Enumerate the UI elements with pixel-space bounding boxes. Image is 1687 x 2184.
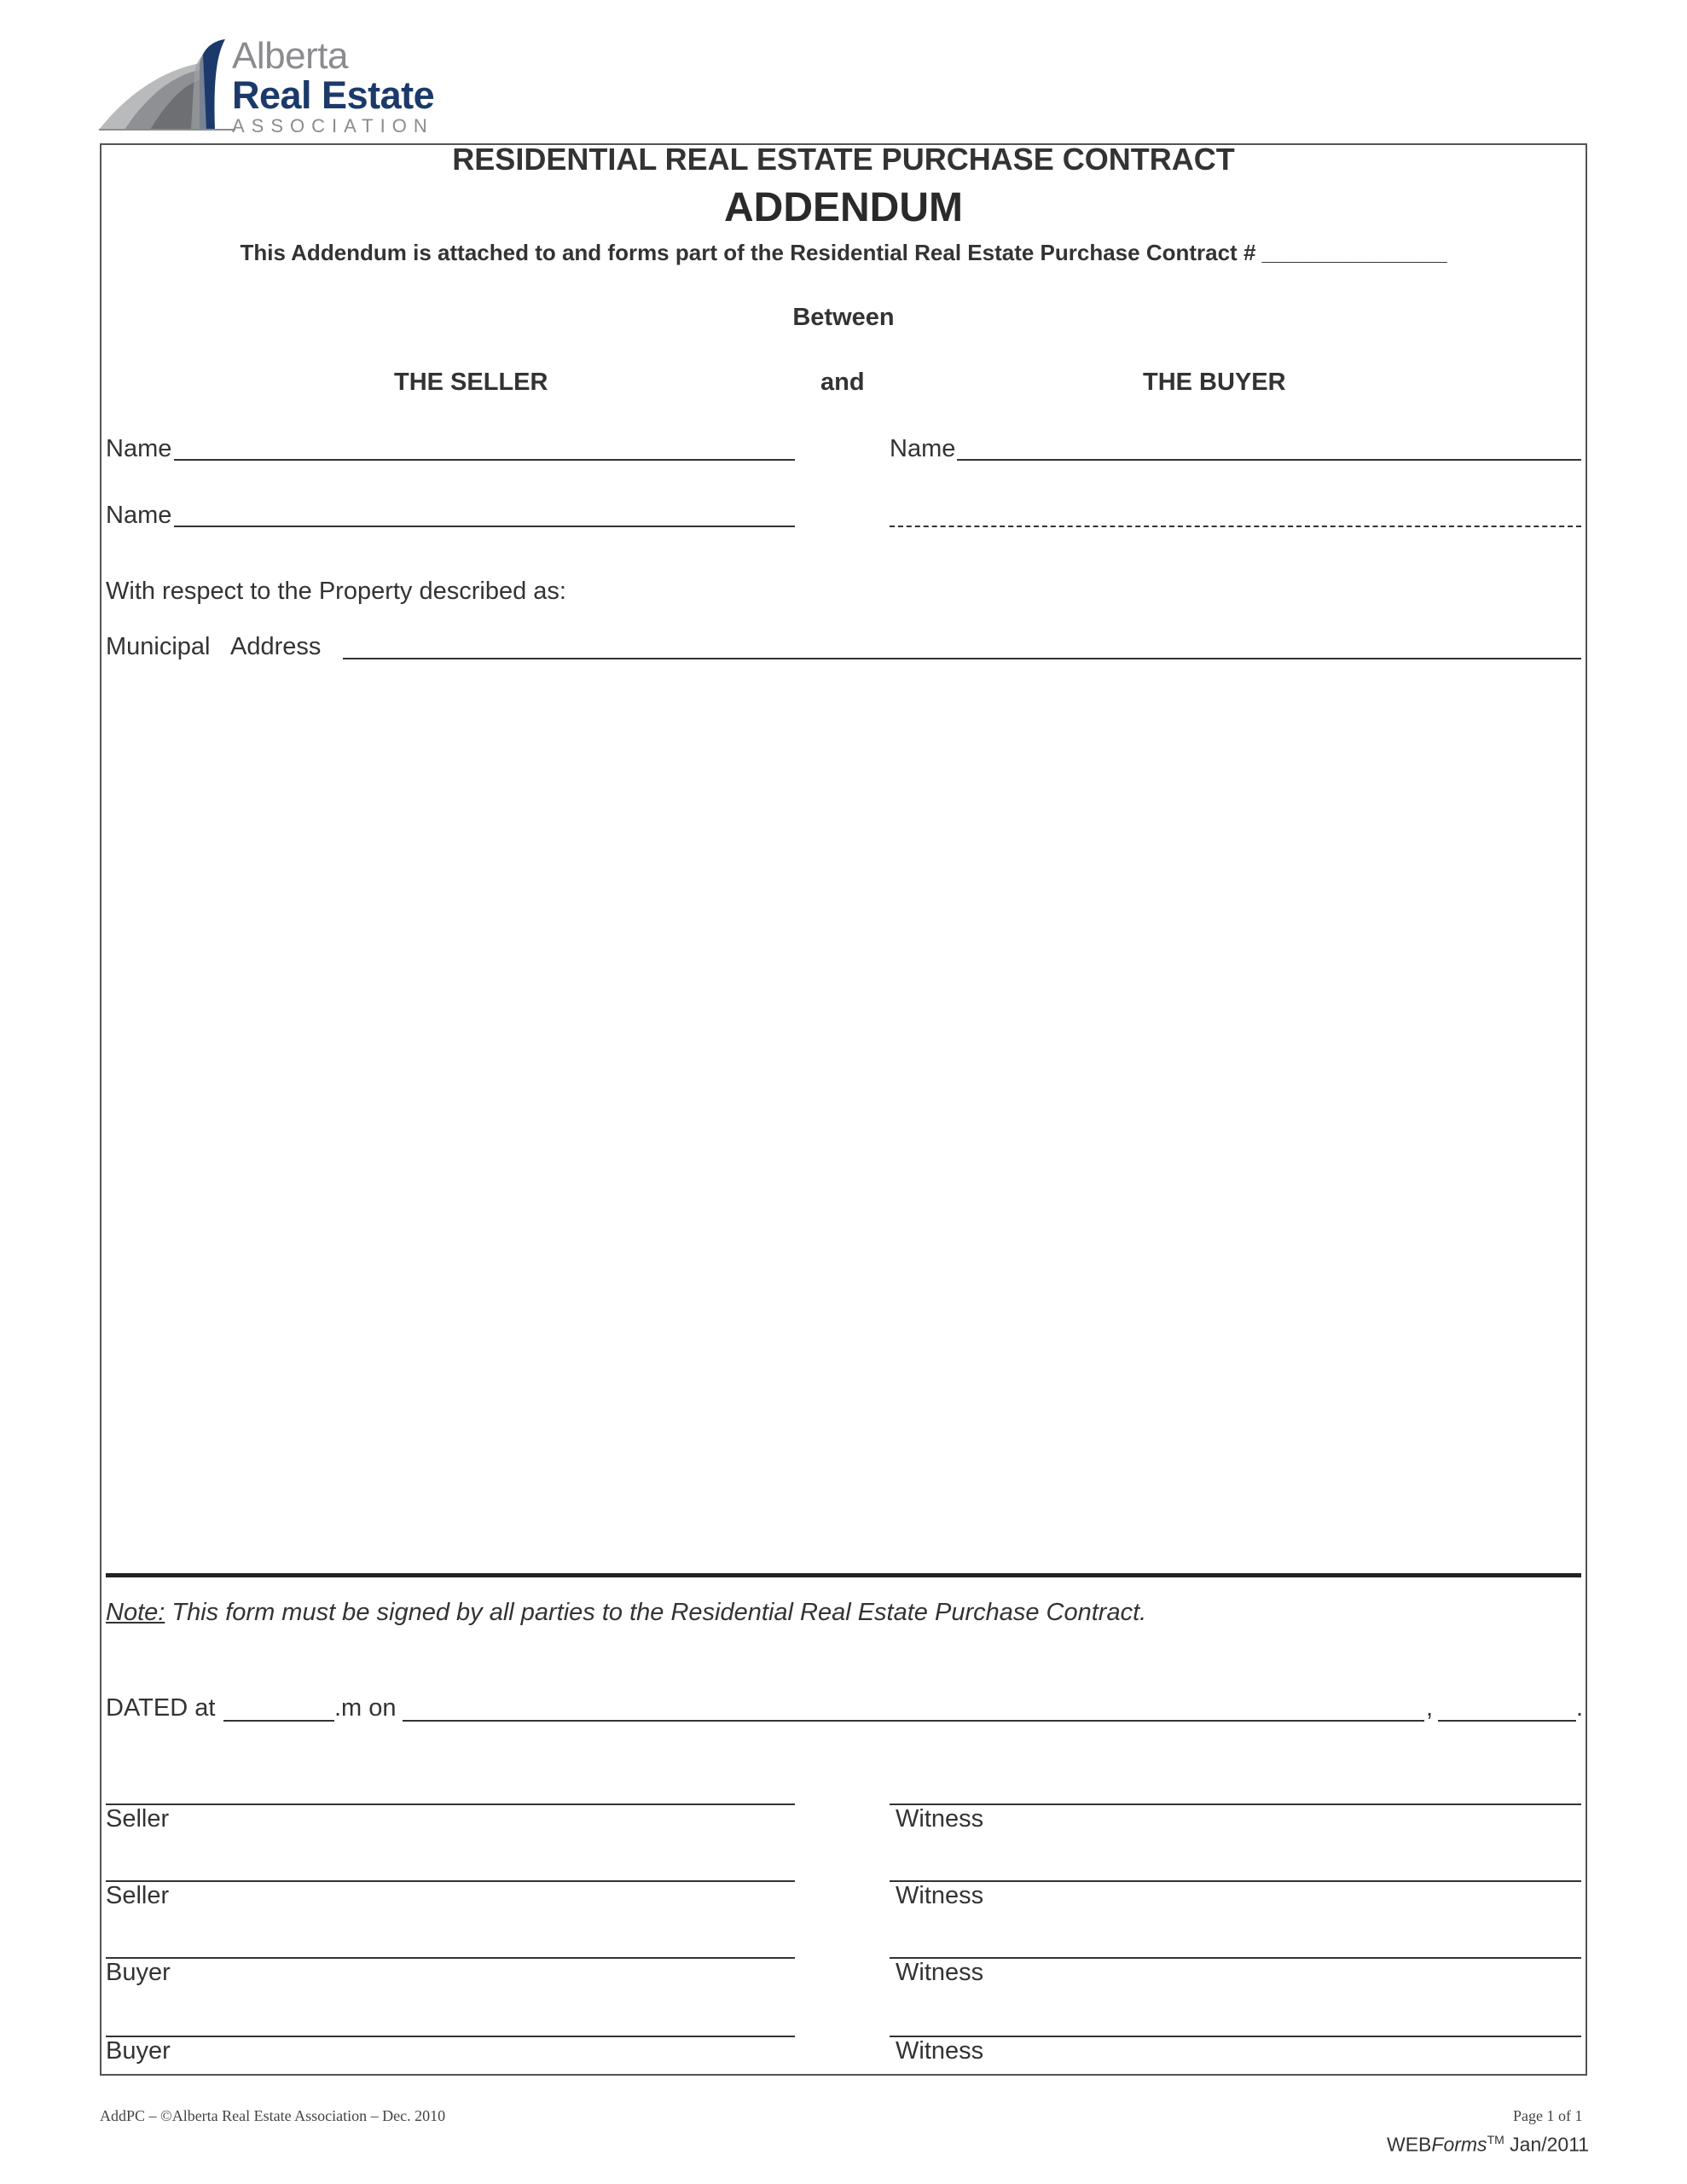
note-text: This form must be signed by all parties to the Residential Real Estate Purchase Contract. [165, 1599, 1147, 1626]
logo-line-real-estate: Real Estate [232, 73, 435, 117]
witness-signature-label-2: Witness [896, 1882, 984, 1909]
seller-name-label-2: Name [106, 502, 172, 529]
witness-signature-line-3[interactable] [890, 1957, 1581, 1959]
buyer-name-field-1[interactable] [957, 459, 1581, 461]
municipal-address-field[interactable] [343, 658, 1581, 659]
witness-signature-line-2[interactable] [890, 1880, 1581, 1882]
section-divider [106, 1573, 1581, 1577]
witness-signature-label-4: Witness [896, 2037, 984, 2065]
logo-text [232, 35, 435, 136]
seller-name-label-1: Name [106, 435, 172, 462]
dated-period: . [1576, 1694, 1584, 1722]
property-intro: With respect to the Property described as: [106, 578, 566, 605]
dated-time-field[interactable] [223, 1720, 334, 1722]
witness-signature-label-1: Witness [896, 1805, 984, 1833]
seller-name-field-2[interactable] [174, 526, 795, 527]
company-logo [99, 35, 440, 136]
footer-web-forms: Forms [1431, 2133, 1487, 2156]
logo-swoosh-icon [99, 38, 235, 133]
form-subtitle: ADDENDUM [724, 185, 963, 230]
seller-signature-label-1: Seller [106, 1805, 170, 1833]
buyer-signature-line-1[interactable] [106, 1957, 795, 1959]
note-label: Note: [106, 1599, 165, 1626]
buyer-signature-label-1: Buyer [106, 1959, 171, 1986]
seller-signature-line-1[interactable] [106, 1804, 795, 1805]
footer-copyright: AddPC – ©Alberta Real Estate Association – Dec. 2010 [100, 2107, 446, 2124]
and-label: and [820, 369, 865, 396]
dated-m-on-label: .m on [334, 1694, 397, 1722]
dated-year-field[interactable] [1438, 1720, 1576, 1722]
buyer-heading: THE BUYER [1143, 369, 1286, 396]
footer-webforms [1387, 2133, 1589, 2157]
between-label: Between [792, 304, 895, 331]
seller-name-field-1[interactable] [174, 459, 795, 461]
buyer-signature-label-2: Buyer [106, 2037, 171, 2065]
addendum-body-area[interactable] [106, 674, 1581, 1561]
address-label: Address [230, 633, 322, 660]
municipal-label: Municipal [106, 633, 211, 660]
signing-note [106, 1599, 1146, 1627]
seller-signature-label-2: Seller [106, 1882, 170, 1909]
witness-signature-line-4[interactable] [890, 2036, 1581, 2037]
dated-date-field[interactable] [403, 1720, 1424, 1722]
footer-web-date: Jan/2011 [1504, 2133, 1590, 2156]
dated-at-label: DATED at [106, 1694, 216, 1722]
dated-comma: , [1426, 1694, 1434, 1722]
seller-heading: THE SELLER [394, 369, 548, 396]
buyer-name-field-2[interactable] [890, 526, 1581, 527]
attached-statement: This Addendum is attached to and forms part of the Residential Real Estate Purchase Contract # _______________ [240, 240, 1447, 265]
footer-web-prefix: WEB [1387, 2133, 1432, 2156]
footer-web-tm: TM [1487, 2133, 1504, 2146]
witness-signature-label-3: Witness [896, 1959, 984, 1986]
buyer-name-label-1: Name [890, 435, 956, 462]
logo-line-association: ASSOCIATION [232, 115, 434, 136]
footer-page-number: Page 1 of 1 [1513, 2107, 1583, 2124]
logo-line-alberta: Alberta [232, 35, 348, 77]
form-title: RESIDENTIAL REAL ESTATE PURCHASE CONTRACT [452, 142, 1235, 177]
seller-signature-line-2[interactable] [106, 1880, 795, 1882]
witness-signature-line-1[interactable] [890, 1804, 1581, 1805]
buyer-signature-line-2[interactable] [106, 2036, 795, 2037]
